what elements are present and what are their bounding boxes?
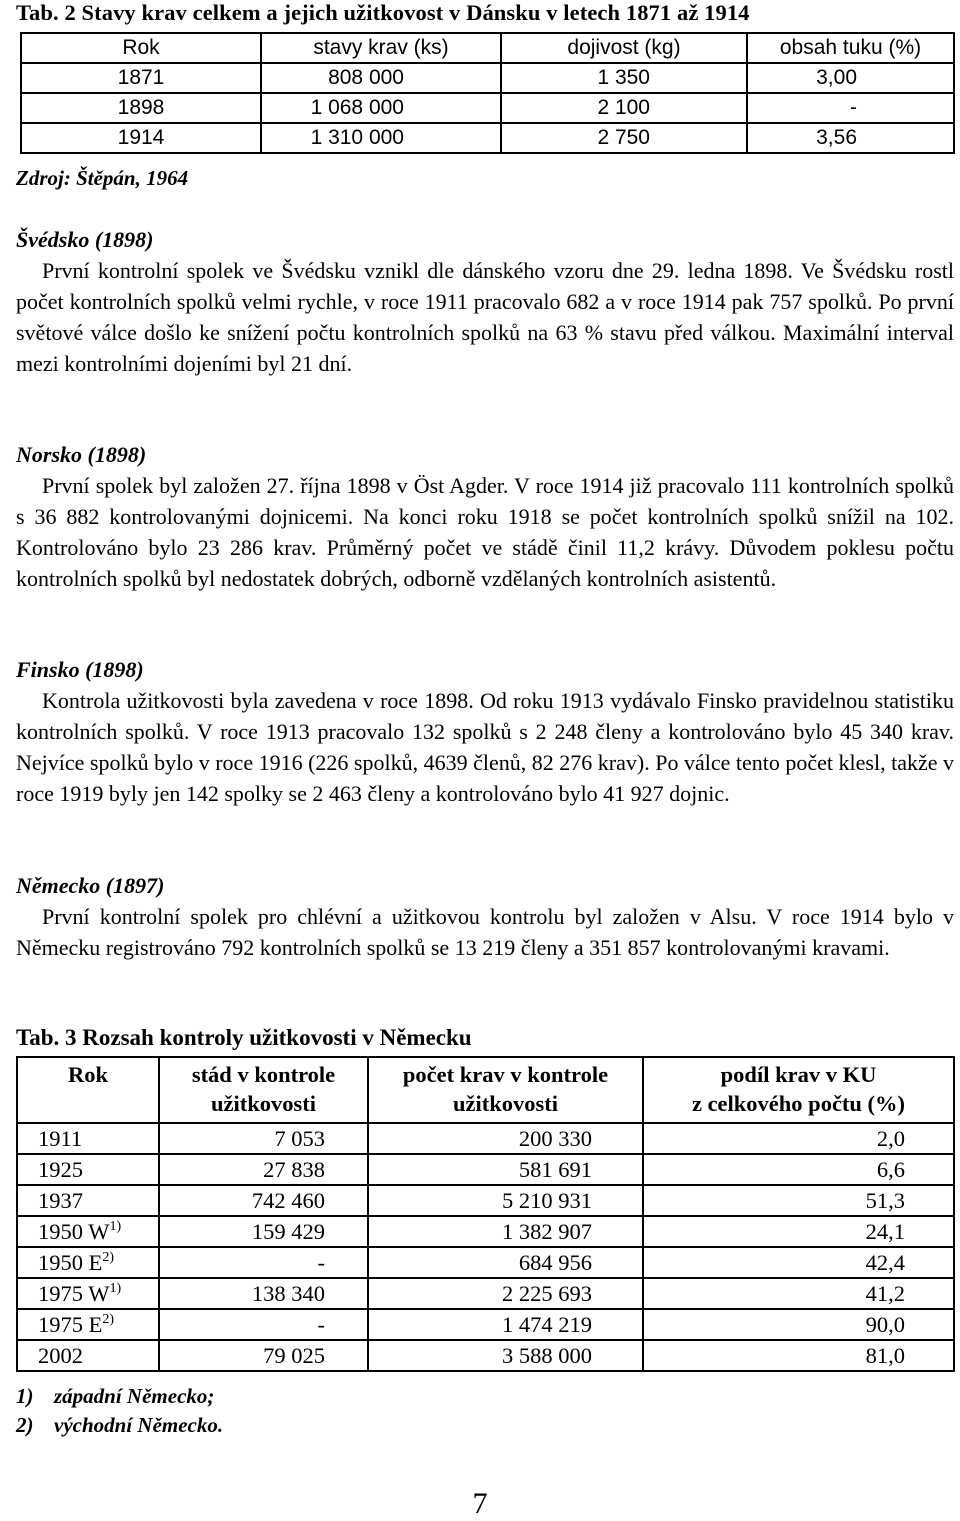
year-label: 1975 W bbox=[38, 1281, 110, 1306]
column-header-line: užitkovosti bbox=[210, 1091, 316, 1116]
footnote-marker: 1) bbox=[109, 1281, 122, 1296]
column-header bbox=[368, 1057, 643, 1123]
table-cell: 5 210 931 bbox=[368, 1185, 643, 1216]
table-cell: 3 588 000 bbox=[368, 1340, 643, 1371]
table-cell: 2 750 bbox=[501, 123, 747, 153]
table-cell: 742 460 bbox=[159, 1185, 368, 1216]
table-cell: 7 053 bbox=[159, 1123, 368, 1154]
table-cell: 90,0 bbox=[643, 1309, 954, 1340]
year-label: 1950 W bbox=[38, 1219, 110, 1244]
footnote-marker: 2) bbox=[102, 1312, 115, 1327]
table-cell: 1871 bbox=[21, 63, 261, 93]
column-header-line: stád v kontrole bbox=[191, 1062, 336, 1087]
column-header: obsah tuku (%) bbox=[747, 33, 954, 63]
table-header-row bbox=[17, 1057, 954, 1123]
table-row bbox=[17, 1340, 954, 1371]
table-cell-year bbox=[17, 1123, 159, 1154]
table-cell: 41,2 bbox=[643, 1278, 954, 1309]
table-row bbox=[17, 1247, 954, 1278]
table-cell: 1 474 219 bbox=[368, 1309, 643, 1340]
table-cell: 1 350 bbox=[501, 63, 747, 93]
section-heading: Finsko (1898) bbox=[16, 657, 144, 682]
column-header bbox=[159, 1057, 368, 1123]
table-cell: 6,6 bbox=[643, 1154, 954, 1185]
table-cell: 24,1 bbox=[643, 1216, 954, 1247]
year-label: 1975 E bbox=[38, 1312, 103, 1337]
section-sweden bbox=[16, 224, 954, 379]
table-cell-year bbox=[17, 1278, 159, 1309]
table-cell-year bbox=[17, 1154, 159, 1185]
table-row bbox=[17, 1309, 954, 1340]
column-header-line: z celkového počtu (%) bbox=[691, 1091, 906, 1116]
footnote-marker: 2) bbox=[102, 1250, 115, 1265]
footnote bbox=[16, 1382, 223, 1411]
table-cell: 581 691 bbox=[368, 1154, 643, 1185]
table-cell: 808 000 bbox=[261, 63, 501, 93]
table-cell: 138 340 bbox=[159, 1278, 368, 1309]
year-label: 2002 bbox=[38, 1343, 83, 1368]
table-row bbox=[17, 1123, 954, 1154]
table-cell: 3,00 bbox=[747, 63, 954, 93]
column-header-line: Rok bbox=[67, 1062, 108, 1087]
table-row bbox=[21, 123, 954, 153]
section-germany bbox=[16, 870, 954, 963]
year-label: 1925 bbox=[38, 1157, 83, 1182]
section-paragraph: První spolek byl založen 27. října 1898 v Öst Agder. V roce 1914 již pracovalo 111 kontrolních spolků s 36 882 kontrolovanými dojnicemi. Na konci roku 1918 se počet kontrolních spolků snížil na 102. Kontrolováno bylo 23 286 krav. Průměrný počet ve stádě činil 11,2 krávy. Důvodem poklesu počtu kontrolních spolků byl nedostatek dobrých, odborně vzdělaných kontrolních asistentů. bbox=[16, 473, 954, 591]
table-cell-year bbox=[17, 1185, 159, 1216]
table-cell: 2,0 bbox=[643, 1123, 954, 1154]
section-heading: Norsko (1898) bbox=[16, 442, 147, 467]
section-norway bbox=[16, 439, 954, 594]
table-row bbox=[21, 63, 954, 93]
column-header-line: užitkovosti bbox=[452, 1091, 558, 1116]
column-header bbox=[17, 1057, 159, 1123]
table-cell-year bbox=[17, 1247, 159, 1278]
table-cell: 1 068 000 bbox=[261, 93, 501, 123]
footnote-marker: 1) bbox=[109, 1219, 122, 1234]
column-header: stavy krav (ks) bbox=[261, 33, 501, 63]
table-cell: 51,3 bbox=[643, 1185, 954, 1216]
table-row bbox=[17, 1278, 954, 1309]
table-cell: 1914 bbox=[21, 123, 261, 153]
table-cell-year bbox=[17, 1340, 159, 1371]
table-cell: 200 330 bbox=[368, 1123, 643, 1154]
table-row bbox=[17, 1216, 954, 1247]
table-source: Zdroj: Štěpán, 1964 bbox=[16, 166, 189, 190]
table-3-caption: Tab. 3 Rozsah kontroly užitkovosti v Německu bbox=[16, 1025, 472, 1050]
footnote-number: 2) bbox=[16, 1413, 34, 1437]
table-cell: 81,0 bbox=[643, 1340, 954, 1371]
section-finland bbox=[16, 654, 954, 809]
table-header-row bbox=[21, 33, 954, 63]
table-cell: 159 429 bbox=[159, 1216, 368, 1247]
table-cell-year bbox=[17, 1309, 159, 1340]
column-header-line: podíl krav v KU bbox=[720, 1062, 877, 1087]
year-label: 1937 bbox=[38, 1188, 83, 1213]
table-cell: - bbox=[159, 1309, 368, 1340]
table-cell: 1898 bbox=[21, 93, 261, 123]
table-cell: 27 838 bbox=[159, 1154, 368, 1185]
section-paragraph: První kontrolní spolek ve Švédsku vznikl dle dánského vzoru dne 29. ledna 1898. Ve Švédsku rostl počet kontrolních spolků velmi rychle, v roce 1911 pracovalo 682 a v roce 1914 pak 757 spolků. Po první světové válce došlo ke snížení počtu kontrolních spolků na 63 % stavu před válkou. Maximální interval mezi kontrolními dojeními byl 21 dní. bbox=[16, 258, 954, 376]
column-header: Rok bbox=[21, 33, 261, 63]
table-cell: 684 956 bbox=[368, 1247, 643, 1278]
footnote-text: západní Německo; bbox=[54, 1384, 215, 1408]
table-cell: 1 310 000 bbox=[261, 123, 501, 153]
section-paragraph: První kontrolní spolek pro chlévní a užitkovou kontrolu byl založen v Alsu. V roce 1914 bylo v Německu registrováno 792 kontrolních spolků se 13 219 členy a 351 857 kontrolovanými kravami. bbox=[16, 904, 954, 960]
footnote-number: 1) bbox=[16, 1384, 34, 1408]
column-header bbox=[643, 1057, 954, 1123]
table-row bbox=[21, 93, 954, 123]
table-cell-year bbox=[17, 1216, 159, 1247]
year-label: 1950 E bbox=[38, 1250, 103, 1275]
table-2-caption: Tab. 2 Stavy krav celkem a jejich užitkovost v Dánsku v letech 1871 až 1914 bbox=[16, 0, 750, 25]
table-denmark-cows bbox=[20, 32, 955, 154]
column-header: dojivost (kg) bbox=[501, 33, 747, 63]
table-cell: 3,56 bbox=[747, 123, 954, 153]
footnote bbox=[16, 1411, 223, 1440]
table-footnotes bbox=[16, 1382, 223, 1440]
table-row bbox=[17, 1185, 954, 1216]
section-heading: Německo (1897) bbox=[16, 873, 165, 898]
table-cell: 79 025 bbox=[159, 1340, 368, 1371]
table-cell: 1 382 907 bbox=[368, 1216, 643, 1247]
table-cell: 2 225 693 bbox=[368, 1278, 643, 1309]
section-heading: Švédsko (1898) bbox=[16, 227, 154, 252]
page-number: 7 bbox=[472, 1487, 488, 1520]
table-cell: - bbox=[747, 93, 954, 123]
table-cell: 42,4 bbox=[643, 1247, 954, 1278]
column-header-line: počet krav v kontrole bbox=[402, 1062, 609, 1087]
footnote-text: východní Německo. bbox=[54, 1413, 224, 1437]
table-row bbox=[17, 1154, 954, 1185]
table-cell: 2 100 bbox=[501, 93, 747, 123]
table-cell: - bbox=[159, 1247, 368, 1278]
year-label: 1911 bbox=[38, 1126, 83, 1151]
table-germany-control bbox=[16, 1056, 955, 1372]
section-paragraph: Kontrola užitkovosti byla zavedena v roce 1898. Od roku 1913 vydávalo Finsko pravidelnou statistiku kontrolních spolků. V roce 1913 pracovalo 132 spolků s 2 248 členy a kontrolováno bylo 45 340 krav. Nejvíce spolků bylo v roce 1916 (226 spolků, 4639 členů, 82 276 krav). Po válce tento počet klesl, takže v roce 1919 byly jen 142 spolky se 2 463 členy a kontrolováno bylo 41 927 dojnic. bbox=[16, 688, 954, 806]
